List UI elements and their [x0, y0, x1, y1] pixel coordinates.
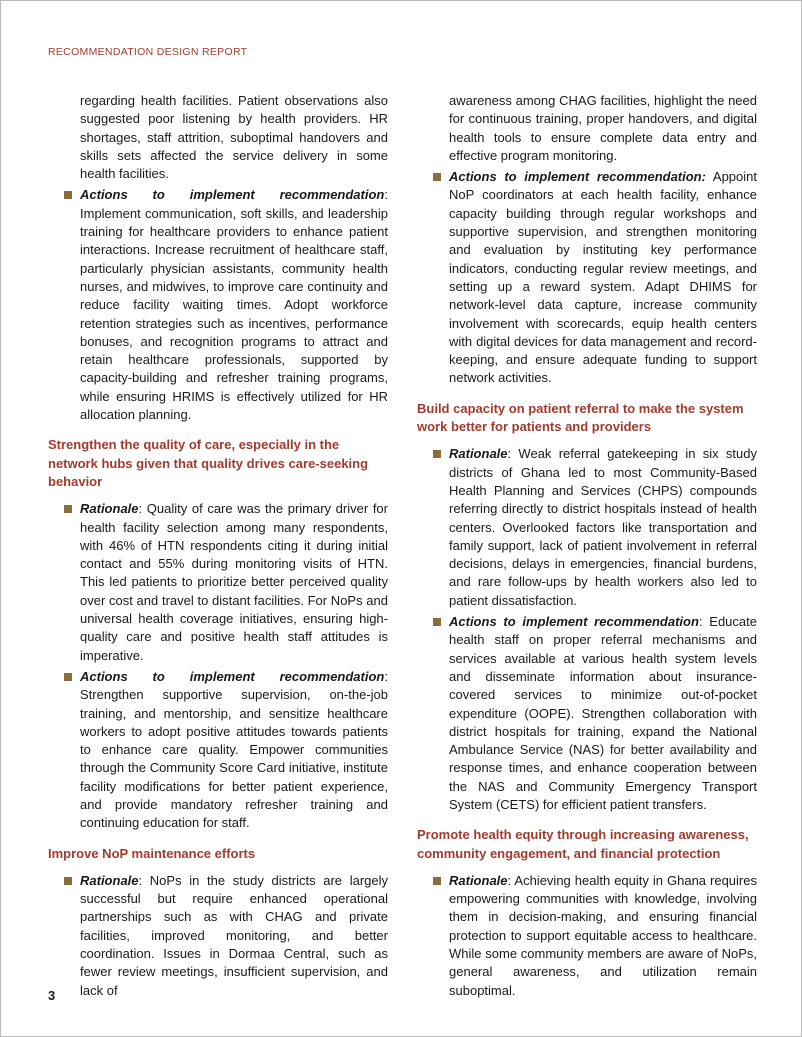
bullet-lead: Actions to implement recommendation	[80, 668, 385, 684]
square-bullet-icon	[433, 877, 441, 885]
section-heading: Promote health equity through increasing awareness, community engagement, and financial protection	[417, 827, 749, 861]
bullet-actions	[417, 613, 757, 814]
bullet-text: : Educate health staff on proper referral mechanisms and services available at various health system levels and disseminate information about insurance-covered services to minimize out-of-pocket expenditure (OOPE). Strengthen collaboration with district hospitals for training, expand the National Ambulance Service (NAS) for better availability and response times, and enhance cooperation between the NAS and Community Emergency Transport System (CETS) for efficient patient transfers.	[449, 614, 757, 812]
bullet-actions	[48, 668, 388, 833]
bullet-text: : Strengthen supportive supervision, on-the-job training, and mentorship, and sensitize healthcare workers to adopt positive attitudes towards patients to enhance care quality. Empower communities through the Community Score Card initiative, institute facility modifications for better patient experience, and provide mandatory refresher training and continuing education for staff.	[80, 668, 388, 831]
bullet-text: : Achieving health equity in Ghana requires empowering communities with knowledge, involving them in decision-making, and ensuring financial protection to support equitable access to healthcare. While some community members are aware of NoPs, general awareness, and utilization remain suboptimal.	[449, 872, 757, 998]
page-number: 3	[48, 988, 56, 1003]
left-column	[48, 92, 388, 1003]
right-column	[417, 92, 757, 1003]
section-heading: Build capacity on patient referral to make the system work better for patients and providers	[417, 400, 744, 435]
bullet-lead: Actions to implement recommendation	[80, 187, 385, 203]
bullet-text: : Weak referral gatekeeping in six study districts of Ghana led to most Community-Based Health Planning and Services (CHPS) compounds referring directly to district hospitals instead of health centers. Overlooked factors like transportation and family support, lack of patient involvement in referral decisions, delays in emergencies, financial burdens, and rare follow-ups by health workers also led to patient dissatisfaction.	[449, 446, 757, 608]
bullet-text: : NoPs in the study districts are largely successful but require enhanced operational partnerships such as with CHAG and private facilities, improved monitoring, and better coordination. Issues in Dormaa Central, such as fewer review meetings, insufficient supervision, and lack of	[80, 872, 388, 998]
bullet-rationale	[48, 500, 388, 665]
square-bullet-icon	[433, 450, 441, 458]
running-head: RECOMMENDATION DESIGN REPORT	[48, 46, 248, 58]
bullet-lead: Rationale	[449, 872, 508, 888]
bullet-rationale	[417, 872, 757, 1000]
square-bullet-icon	[433, 618, 441, 626]
bullet-lead: Rationale	[80, 501, 139, 517]
square-bullet-icon	[64, 877, 72, 885]
bullet-text: : Quality of care was the primary driver for health facility selection among many respondents, with 46% of HTN respondents citing it during initial contact and 55% during monitoring visits of HTN. This led patients to prioritize better perceived quality over cost and travel to distant facilities. For NoPs and universal health coverage initiatives, ensuring high-quality care and positive health staff attitudes is imperative.	[80, 501, 388, 663]
bullet-lead: Actions to implement recommendation	[449, 614, 699, 630]
continuation-paragraph: awareness among CHAG facilities, highlight the need for continuous training, proper handovers, and digital health tools to ensure complete data entry and effective program monitoring.	[449, 93, 757, 163]
section-heading: Improve NoP maintenance efforts	[48, 845, 256, 861]
bullet-lead: Actions to implement recommendation:	[449, 169, 706, 185]
bullet-text: : Implement communication, soft skills, and leadership training for healthcare providers to enhance patient interactions. Increase recruitment of healthcare staff, particularly physician assistants, community health nurses, and midwives, to improve care continuity and reduce facility waiting times. Adopt workforce retention strategies such as incentives, performance bonuses, and recognition programs to attract and retain healthcare professionals, supported by capacity-building and refresher training programs, while ensuring HRIMS is effectively utilized for HR allocation planning.	[80, 187, 388, 423]
bullet-actions	[417, 168, 757, 388]
square-bullet-icon	[64, 673, 72, 681]
square-bullet-icon	[64, 505, 72, 513]
bullet-lead: Rationale	[449, 446, 508, 462]
bullet-text: Appoint NoP coordinators at each health facility, enhance capacity building through regular workshops and supportive supervision, and strengthen monitoring and evaluation by instituting key performance indicators, conducting regular review meetings, and setting up a reward system. Adapt DHIMS for network-level data capture, increase community involvement with scorecards, equip health centers with digital devices for data management and record-keeping, and ensure adequate funding to support network activities.	[449, 169, 757, 386]
square-bullet-icon	[64, 191, 72, 199]
square-bullet-icon	[433, 173, 441, 181]
continuation-paragraph: regarding health facilities. Patient observations also suggested poor listening by health providers. HR shortages, staff attrition, suboptimal handovers and skills sets affected the service delivery in some health facilities.	[80, 93, 388, 182]
bullet-rationale	[417, 445, 757, 610]
bullet-rationale	[48, 872, 388, 1000]
section-heading: Strengthen the quality of care, especially in the network hubs given that quality drives care-seeking behavior	[48, 437, 369, 489]
bullet-lead: Rationale	[80, 872, 139, 888]
bullet-actions	[48, 186, 388, 424]
